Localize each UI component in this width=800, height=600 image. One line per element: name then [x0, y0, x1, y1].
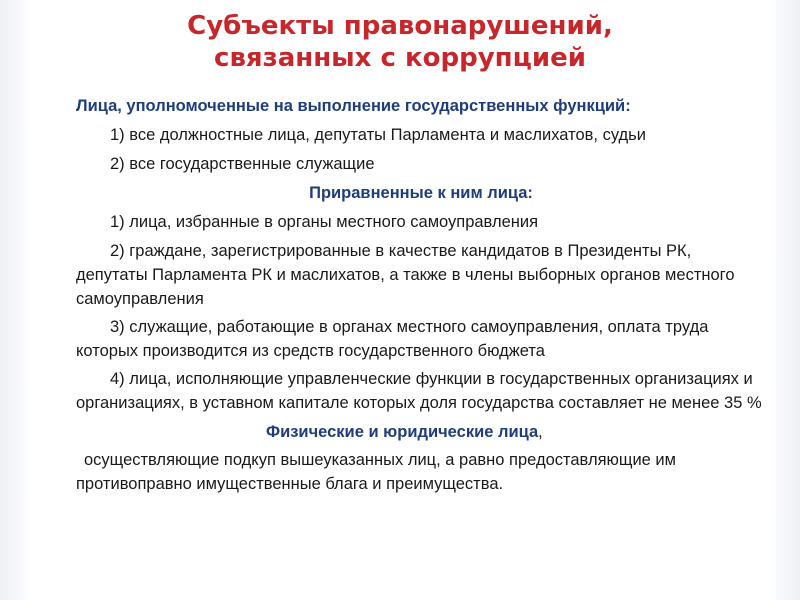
section2-item-3: 3) служащие, работающие в органах местного самоуправления, оплата труда которых производится из средств государственного бюджета	[76, 318, 709, 360]
section3-heading-line	[76, 420, 766, 444]
left-decorative-band	[0, 0, 30, 600]
section3-heading-punct: ,	[538, 423, 543, 441]
section2-heading: Приравненные к ним лица:	[309, 184, 533, 202]
title-line-2: связанных с коррупцией	[214, 43, 586, 73]
right-decorative-band	[770, 0, 800, 600]
section2-item-4: 4) лица, исполняющие управленческие функции в государственных организациях и организациях, в уставном капитале которых доля государства составляет не менее 35 %	[76, 370, 762, 412]
section3-heading: Физические и юридические лица	[266, 423, 539, 441]
section2-item-2: 2) граждане, зарегистрированные в качестве кандидатов в Президенты РК, депутаты Парламента РК и маслихатов, а также в члены выборных органов местного самоуправления	[76, 242, 735, 308]
section2-item-1: 1) лица, избранные в органы местного самоуправления	[110, 213, 539, 231]
title-line-1: Субъекты правонарушений,	[187, 11, 613, 41]
section3-text: осуществляющие подкуп вышеуказанных лиц, а равно предоставляющие им противоправно имущественные блага и преимущества.	[76, 451, 676, 493]
slide-title	[0, 10, 800, 74]
section1-item-1: 1) все должностные лица, депутаты Парламента и маслихатов, судьи	[110, 126, 646, 144]
section1-heading: Лица, уполномоченные на выполнение государственных функций:	[76, 97, 631, 115]
section1-item-2: 2) все государственные служащие	[110, 155, 375, 173]
slide-content	[76, 94, 766, 496]
